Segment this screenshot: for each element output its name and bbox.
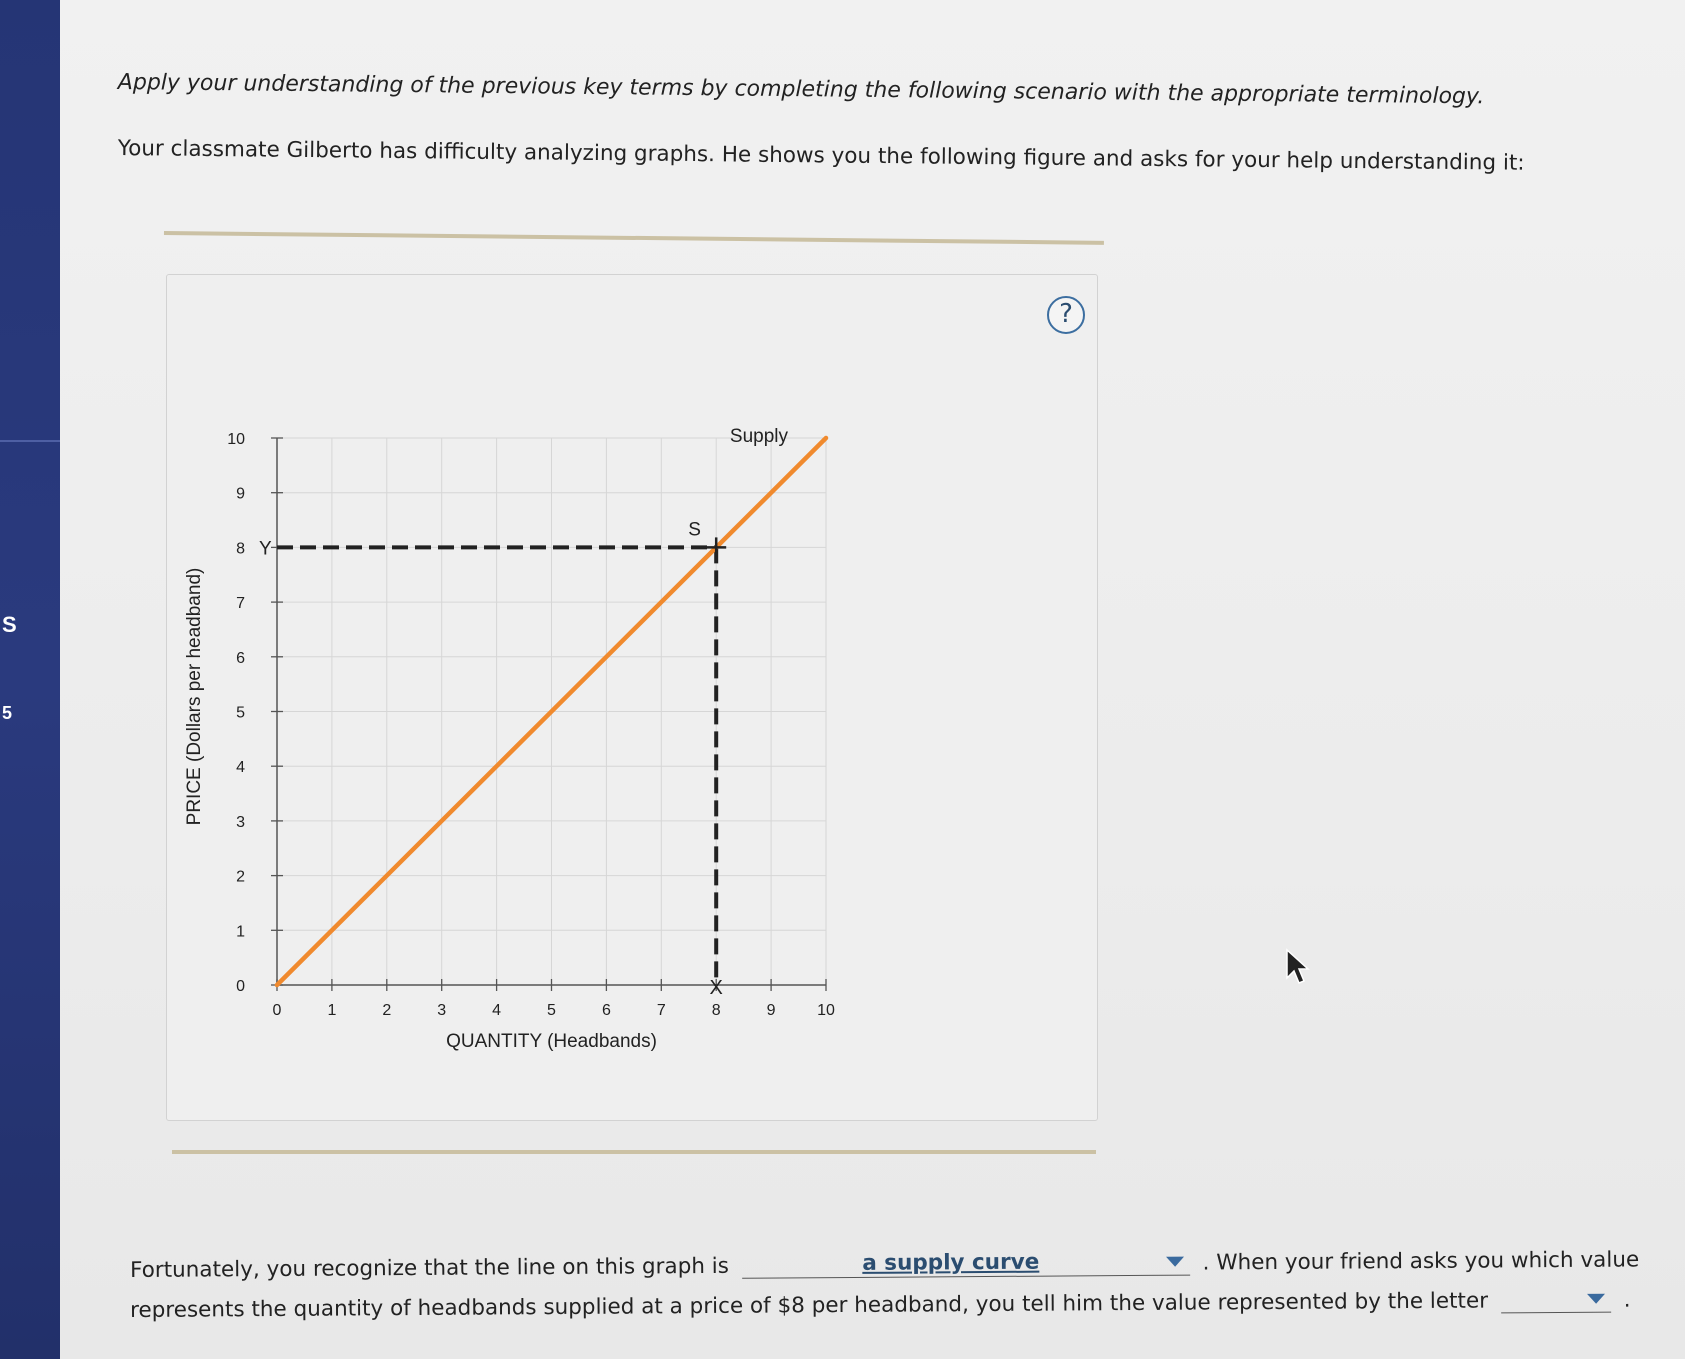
letter-dropdown[interactable] xyxy=(1501,1286,1611,1314)
strip-glyph-upper: S xyxy=(2,612,17,637)
sentence1-before: Fortunately, you recognize that the line on this graph is xyxy=(130,1253,730,1283)
x-tick-label: 9 xyxy=(766,1002,776,1019)
x-tick-label: 0 xyxy=(272,1002,282,1019)
x-tick-label: 8 xyxy=(711,1002,721,1019)
supply-series-label: Supply xyxy=(729,426,788,447)
y-tick-label: 4 xyxy=(236,759,245,777)
sentence1-after: . When your friend asks you which value xyxy=(1202,1247,1640,1276)
x-axis-label: QUANTITY (Headbands) xyxy=(446,1031,657,1052)
x-tick-label: 3 xyxy=(437,1002,447,1019)
y-tick-label: 8 xyxy=(236,540,245,558)
x-tick-label: 2 xyxy=(382,1002,392,1019)
point-y-label: Y xyxy=(259,538,272,560)
line-type-selected: a supply curve xyxy=(862,1249,1040,1276)
y-tick-label: 10 xyxy=(227,431,245,448)
chevron-down-icon xyxy=(1166,1257,1184,1267)
y-tick-label: 6 xyxy=(236,649,245,667)
x-tick-label: 6 xyxy=(601,1002,611,1019)
sentence2-after: . xyxy=(1623,1287,1631,1313)
letter-selected xyxy=(1501,1286,1581,1287)
question-circle-icon: ? xyxy=(1059,299,1073,329)
y-tick-label: 7 xyxy=(236,595,245,613)
y-tick-label: 9 xyxy=(236,485,245,503)
bottom-rule xyxy=(172,1150,1096,1154)
chevron-down-icon xyxy=(1587,1294,1605,1304)
x-tick-label: 5 xyxy=(547,1002,556,1019)
y-axis-label: PRICE (Dollars per headband) xyxy=(184,567,205,826)
x-tick-label: 4 xyxy=(492,1002,502,1019)
x-tick-label: 7 xyxy=(656,1002,666,1019)
scenario-text: Your classmate Gilberto has difficulty analyzing graphs. He shows you the following figure and asks for your help understanding it: xyxy=(117,136,1525,176)
instructions-text: Apply your understanding of the previous key terms by completing the following scenario with the appropriate terminology. xyxy=(117,70,1485,110)
line-type-dropdown[interactable] xyxy=(742,1249,1190,1279)
x-tick-label: 10 xyxy=(817,1002,835,1019)
y-tick-label: 1 xyxy=(236,923,245,941)
y-tick-label: 2 xyxy=(236,868,245,886)
y-tick-label: 3 xyxy=(236,813,245,831)
y-tick-label: 0 xyxy=(236,978,245,995)
sentence2-before: represents the quantity of headbands supplied at a price of $8 per headband, you tell him the value represented by the letter xyxy=(130,1288,1489,1323)
mouse-cursor-icon xyxy=(1285,948,1311,988)
strip-glyph-lower: 5 xyxy=(2,703,13,723)
point-x-label: X xyxy=(709,977,723,999)
x-tick-label: 1 xyxy=(327,1002,337,1019)
point-s-label: S xyxy=(688,519,701,541)
y-tick-label: 5 xyxy=(236,704,245,722)
